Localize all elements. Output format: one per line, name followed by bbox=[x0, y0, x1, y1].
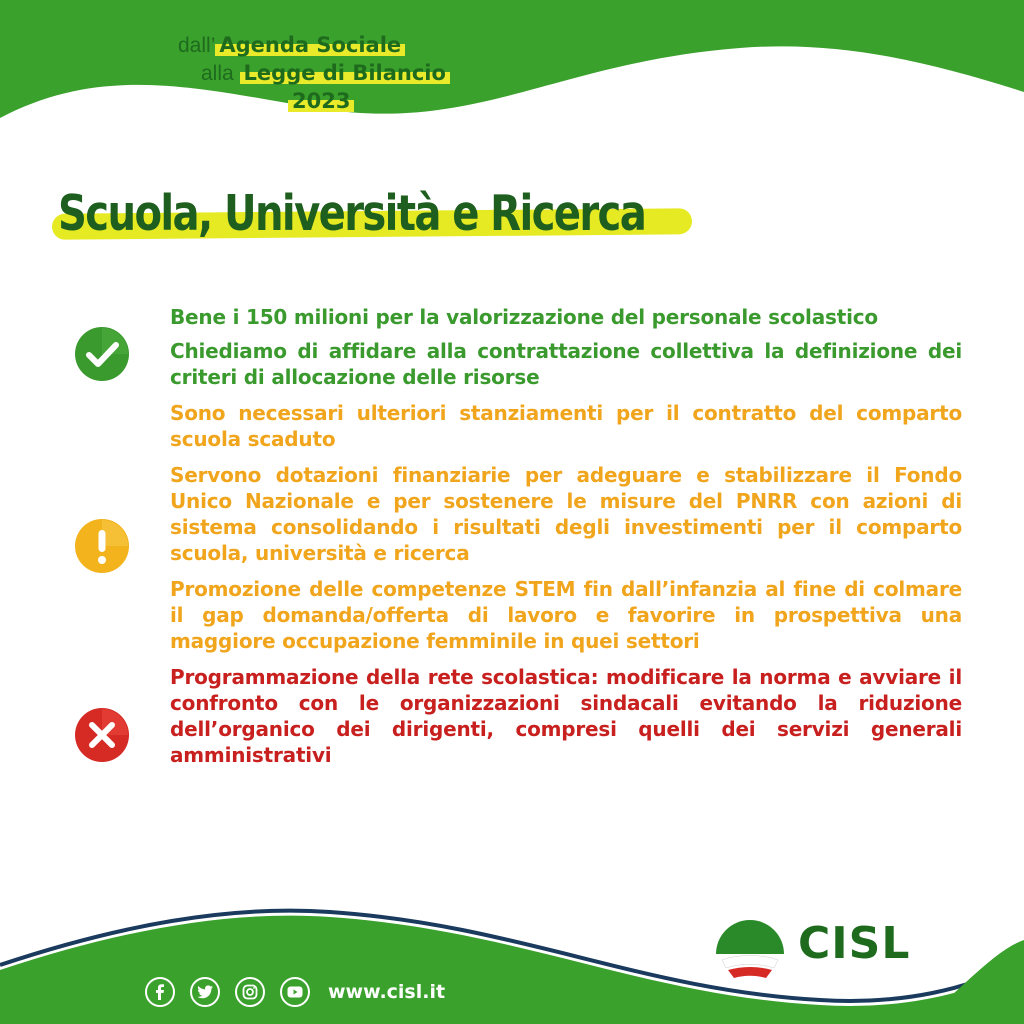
cisl-logo-text: CISL bbox=[798, 918, 911, 969]
point-4: Servono dotazioni finanziarie per adeguare e stabilizzare il Fondo Unico Nazionale e per sostenere le misure del PNRR con azioni di sistema consolidando i risultati degli investimenti per il comparto scuola, università e ricerca bbox=[170, 463, 962, 565]
point-2: Chiediamo di affidare alla contrattazione collettiva la definizione dei criteri di allocazione delle risorse bbox=[170, 339, 962, 389]
exclamation-icon bbox=[74, 518, 130, 574]
bottom-right-white bbox=[920, 940, 1024, 1024]
point-3: Sono necessari ulteriori stanziamenti per il contratto del comparto scuola scaduto bbox=[170, 401, 962, 451]
points-list bbox=[170, 304, 962, 776]
point-1: Bene i 150 milioni per la valorizzazione del personale scolastico bbox=[170, 305, 878, 329]
facebook-icon[interactable] bbox=[145, 977, 175, 1007]
top-wave bbox=[0, 0, 1024, 118]
point-5: Promozione delle competenze STEM fin dall’infanzia al fine di colmare il gap domanda/offerta di lavoro e favorire in prospettiva una maggiore occupazione femminile in quei settori bbox=[170, 577, 962, 653]
header-line-1 bbox=[178, 32, 405, 59]
youtube-icon[interactable] bbox=[280, 977, 310, 1007]
twitter-icon[interactable] bbox=[190, 977, 220, 1007]
footer-social bbox=[145, 977, 445, 1007]
header-year: 2023 bbox=[288, 89, 354, 113]
website-link[interactable]: www.cisl.it bbox=[328, 981, 446, 1003]
cross-icon bbox=[74, 707, 130, 763]
cisl-logo-icon bbox=[712, 910, 788, 982]
header-bold-2: Legge di Bilancio bbox=[240, 61, 450, 85]
point-6: Programmazione della rete scolastica: modificare la norma e avviare il confronto con le organizzazioni sindacali evitando la riduzione dell’organico dei dirigenti, compresi quelli dei servizi generali amministrativi bbox=[170, 665, 962, 767]
instagram-icon[interactable] bbox=[235, 977, 265, 1007]
title-wrap bbox=[58, 185, 774, 242]
check-icon bbox=[74, 326, 130, 382]
header-prefix-1: dall’ bbox=[178, 34, 216, 57]
header-line-3 bbox=[288, 88, 354, 114]
page-title: Scuola, Università e Ricerca bbox=[58, 185, 646, 242]
header-line-2 bbox=[201, 60, 450, 87]
header-bold-1: Agenda Sociale bbox=[215, 33, 405, 57]
header-prefix-2: alla bbox=[201, 62, 240, 85]
